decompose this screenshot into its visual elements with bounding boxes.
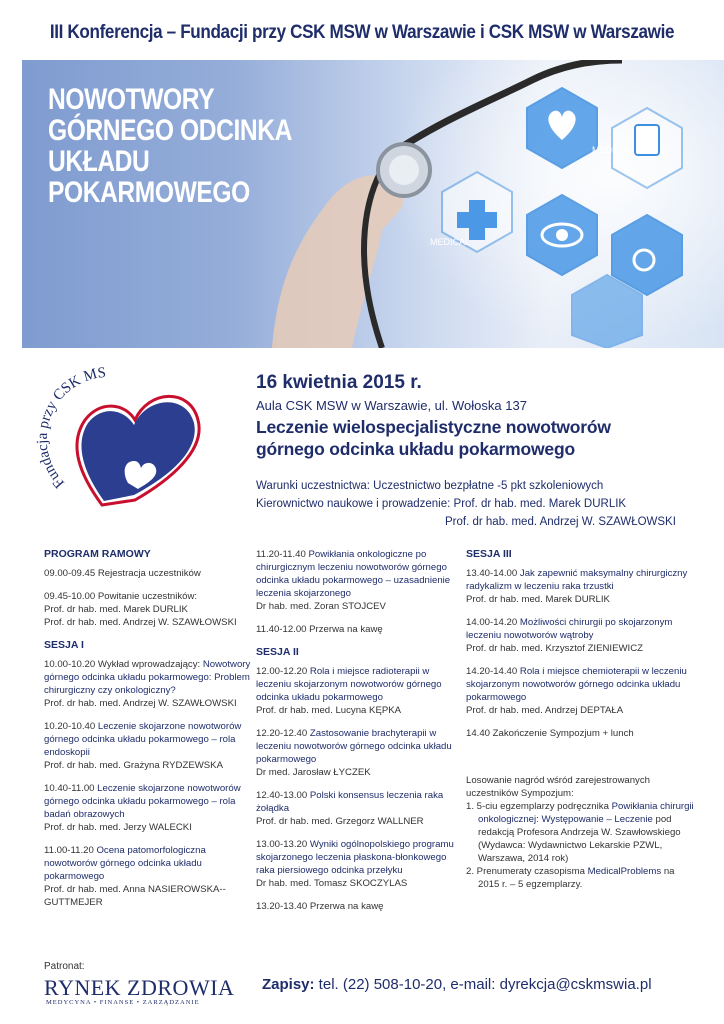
program-heading: PROGRAM RAMOWY — [44, 548, 151, 560]
session-2-heading: SESJA II — [256, 646, 299, 658]
hero-title — [48, 84, 292, 208]
lottery-item: 2. Prenumeraty czasopisma MedicalProblems na 2015 r. – 5 egzemplarzy. — [466, 866, 675, 890]
session-1-heading: SESJA I — [44, 639, 84, 651]
logo-text: Fundacja przy CSK MS — [34, 365, 107, 492]
medical-label-1: MEDICAL — [592, 145, 633, 155]
medical-label-2: MEDICAL — [430, 237, 471, 247]
program-column-2 — [256, 548, 466, 923]
lottery-item: 1. 5-ciu egzemplarzy podręcznika Powikłania chirurgii onkologicznej: Występowanie – Leczenie pod redakcją Profesora Andrzeja W. Szawłowskiego (Wydawca: Wydawnictwo Lekarskie PZWL, Warszawa, 2014 rok) — [466, 801, 694, 864]
topic-line: górnego odcinka układu pokarmowego — [256, 439, 575, 459]
patron-label: Patronat: — [44, 961, 85, 972]
program-column-1 — [44, 548, 254, 919]
lottery-list — [466, 800, 696, 891]
program-item: 11.00-11.20 Ocena patomorfologiczna nowotworów górnego odcinka układu pokarmowego Prof. dr hab. med. Anna NASIEROWSKA--GUTTMEJER — [44, 845, 226, 908]
program-item: 11.20-11.40 Powikłania onkologiczne po chirurgicznym leczeniu nowotworów górnego odcinka układu pokarmowego – uzasadnienie leczenia skojarzonego Dr hab. med. Zoran STOJCEV — [256, 549, 451, 612]
foundation-logo — [30, 365, 230, 515]
program-item: 12.00-12.20 Rola i miejsce radioterapii w leczeniu skojarzonym nowotworów górnego odcinka układu pokarmowego Prof. dr hab. med. Lucyna KĘPKA — [256, 666, 442, 716]
signup-contact: tel. (22) 508-10-20, e-mail: dyrekcja@cskmswia.pl — [314, 976, 652, 993]
patron-name: RYNEK ZDROWIA — [44, 975, 235, 1000]
lottery-intro: Losowanie nagród wśród zarejestrowanych uczestników Sympozjum: — [466, 775, 650, 799]
event-venue: Aula CSK MSW w Warszawie, ul. Wołoska 137 — [256, 398, 527, 413]
patron-logo — [44, 975, 234, 1006]
conference-title: III Konferencja – Fundacji przy CSK MSW w Warszawie i CSK MSW w Warszawie — [49, 22, 675, 43]
program-item: 14.20-14.40 Rola i miejsce chemioterapii w leczeniu skojarzonym nowotworów górnego odcinka układu pokarmowego Prof. dr hab. med. Andrzej DEPTAŁA — [466, 666, 687, 716]
scientific-direction-second: Prof. dr hab. med. Andrzej W. SZAWŁOWSKI — [445, 516, 676, 528]
participation-terms: Warunki uczestnictwa: Uczestnictwo bezpłatne -5 pkt szkoleniowych — [256, 480, 604, 492]
event-terms — [256, 477, 676, 531]
signup-info — [262, 976, 652, 993]
session-3-heading: SESJA III — [466, 548, 512, 560]
hero-title-line: GÓRNEGO ODCINKA — [48, 114, 292, 147]
program-item: 10.20-10.40 Leczenie skojarzone nowotworów górnego odcinka układu pokarmowego – rola endoskopii Prof. dr hab. med. Grażyna RYDZEWSKA — [44, 721, 242, 771]
event-topic — [256, 416, 611, 460]
program-item: 14.00-14.20 Możliwości chirurgii po skojarzonym leczeniu nowotworów wątroby Prof. dr hab. med. Krzysztof ZIENIEWICZ — [466, 617, 673, 654]
program-item: 12.40-13.00 Polski konsensus leczenia raka żołądka Prof. dr hab. med. Grzegorz WALLNER — [256, 790, 444, 827]
program-column-3 — [466, 548, 696, 891]
program-item: 09.45-10.00 Powitanie uczestników: Prof. dr hab. med. Marek DURLIK Prof. dr hab. med. Andrzej W. SZAWŁOWSKI — [44, 591, 237, 628]
signup-label: Zapisy: — [262, 976, 315, 993]
hero-title-line: POKARMOWEGO — [48, 176, 250, 209]
hero-title-line: NOWOTWORY — [48, 83, 215, 116]
coffee-break: 11.40-12.00 Przerwa na kawę — [256, 624, 383, 635]
program-item: 12.20-12.40 Zastosowanie brachyterapii w leczeniu nowotworów górnego odcinka układu pokarmowego Dr med. Jarosław ŁYCZEK — [256, 728, 452, 778]
topic-line: Leczenie wielospecjalistyczne nowotworów — [256, 417, 611, 437]
program-item: 09.00-09.45 Rejestracja uczestników — [44, 568, 201, 579]
event-date: 16 kwietnia 2015 r. — [256, 372, 422, 393]
clipboard-icon — [635, 125, 659, 155]
program-item: 10.00-10.20 Wykład wprowadzający: Nowotwory górnego odcinka układu pokarmowego: Problem chirurgiczny czy onkologiczny? Prof. dr hab. med. Andrzej W. SZAWŁOWSKI — [44, 659, 251, 709]
program-end: 14.40 Zakończenie Sympozjum + lunch — [466, 728, 634, 739]
scientific-direction: Kierownictwo naukowe i prowadzenie: Prof. dr hab. med. Marek DURLIK — [256, 498, 627, 510]
program-item: 13.00-13.20 Wyniki ogólnopolskiego programu skojarzonego leczenia płaskona-błonkowego raka piersiowego odcinka przełyku Dr hab. med. Tomasz SKOCZYLAS — [256, 839, 454, 889]
hero-banner — [22, 60, 724, 348]
hero-title-line: UKŁADU — [48, 145, 150, 178]
program-item: 10.40-11.00 Leczenie skojarzone nowotworów górnego odcinka układu pokarmowego – rola badań obrazowych Prof. dr hab. med. Jerzy WALECKI — [44, 783, 241, 833]
patron-tagline: MEDYCYNA • FINANSE • ZARZĄDZANIE — [46, 999, 200, 1006]
program-item: 13.40-14.00 Jak zapewnić maksymalny chirurgiczny radykalizm w leczeniu raka trzustki Prof. dr hab. med. Marek DURLIK — [466, 568, 688, 605]
coffee-break: 13.20-13.40 Przerwa na kawę — [256, 901, 384, 912]
